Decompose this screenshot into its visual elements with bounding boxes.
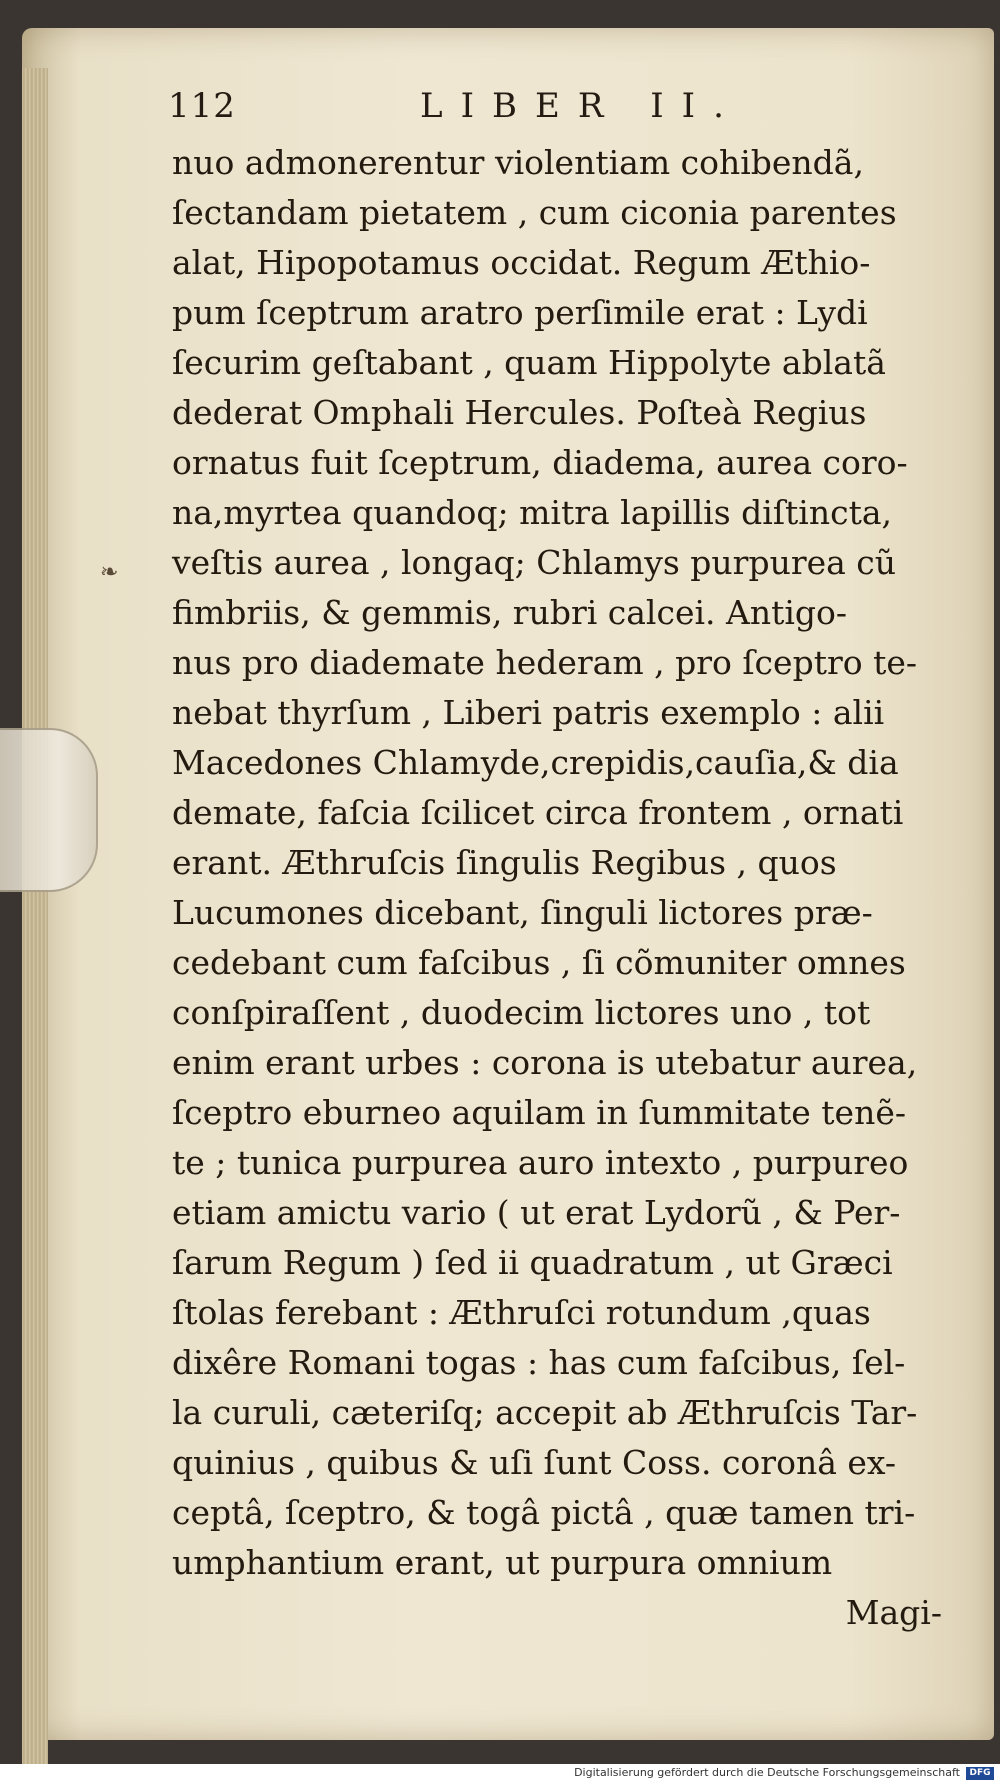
page-number: 112 xyxy=(168,86,236,126)
marginal-mark: ❧ xyxy=(100,560,119,585)
text-line: nus pro diademate hederam , pro ſceptro te- xyxy=(172,643,918,682)
text-line: quinius , quibus & uſi ſunt Coss. coronâ ex- xyxy=(172,1443,897,1482)
running-title: LIBER II. xyxy=(420,86,742,126)
text-line: alat, Hipopotamus occidat. Regum Æthio- xyxy=(172,243,871,282)
text-line: cedebant cum faſcibus , ſi cõmuniter omnes xyxy=(172,943,906,982)
running-head xyxy=(168,82,768,132)
text-line: dixêre Romani togas : has cum faſcibus, ſel- xyxy=(172,1343,906,1382)
text-line: nuo admonerentur violentiam cohibendã, xyxy=(172,143,864,182)
footer-credit-text: Digitalisierung gefördert durch die Deutsche Forschungsgemeinschaft xyxy=(574,1766,960,1779)
text-line: ornatus fuit ſceptrum, diadema, aurea coro- xyxy=(172,443,908,482)
text-line: Lucumones dicebant, ſinguli lictores præ- xyxy=(172,893,873,932)
page-edge-stack xyxy=(22,68,48,1768)
text-line: umphantium erant, ut purpura omnium xyxy=(172,1543,833,1582)
text-line: la curuli, cæteriſq; accepit ab Æthruſcis Tar- xyxy=(172,1393,918,1432)
text-line: etiam amictu vario ( ut erat Lydorũ , & Per- xyxy=(172,1193,901,1232)
page-clip-tab xyxy=(0,728,98,892)
text-line: veſtis aurea , longaq; Chlamys purpurea cũ xyxy=(172,543,897,582)
text-line: ceptâ, ſceptro, & togâ pictâ , quæ tamen tri- xyxy=(172,1493,916,1532)
dfg-logo: DFG xyxy=(966,1767,994,1780)
text-line: ſecurim geſtabant , quam Hippolyte ablatã xyxy=(172,343,886,382)
text-line: enim erant urbes : corona is utebatur aurea, xyxy=(172,1043,918,1082)
text-line: dederat Omphali Hercules. Poſteà Regius xyxy=(172,393,867,432)
text-line: fimbriis, & gemmis, rubri calcei. Antigo- xyxy=(172,593,848,632)
text-line: na,myrtea quandoq; mitra lapillis diſtincta, xyxy=(172,493,893,532)
text-line: ſarum Regum ) ſed ii quadratum , ut Græci xyxy=(172,1243,893,1282)
body-text xyxy=(172,138,942,1638)
text-line: ſceptro eburneo aquilam in ſummitate tenẽ- xyxy=(172,1093,907,1132)
text-line: Macedones Chlamyde,crepidis,cauſia,& dia xyxy=(172,743,899,782)
text-line: te ; tunica purpurea auro intexto , purpureo xyxy=(172,1143,909,1182)
text-line: conſpiraſſent , duodecim lictores uno , tot xyxy=(172,993,871,1032)
text-line: erant. Æthruſcis ſingulis Regibus , quos xyxy=(172,843,837,882)
catchword: Magi- xyxy=(845,1593,942,1632)
text-line: ſectandam pietatem , cum ciconia parentes xyxy=(172,193,897,232)
text-line: nebat thyrſum , Liberi patris exemplo : alii xyxy=(172,693,885,732)
text-line: pum ſceptrum aratro perſimile erat : Lydi xyxy=(172,293,868,332)
digitization-footer xyxy=(0,1764,1000,1784)
text-line: demate, faſcia ſcilicet circa frontem , ornati xyxy=(172,793,904,832)
text-line: ſtolas ferebant : Æthruſci rotundum ,quas xyxy=(172,1293,871,1332)
